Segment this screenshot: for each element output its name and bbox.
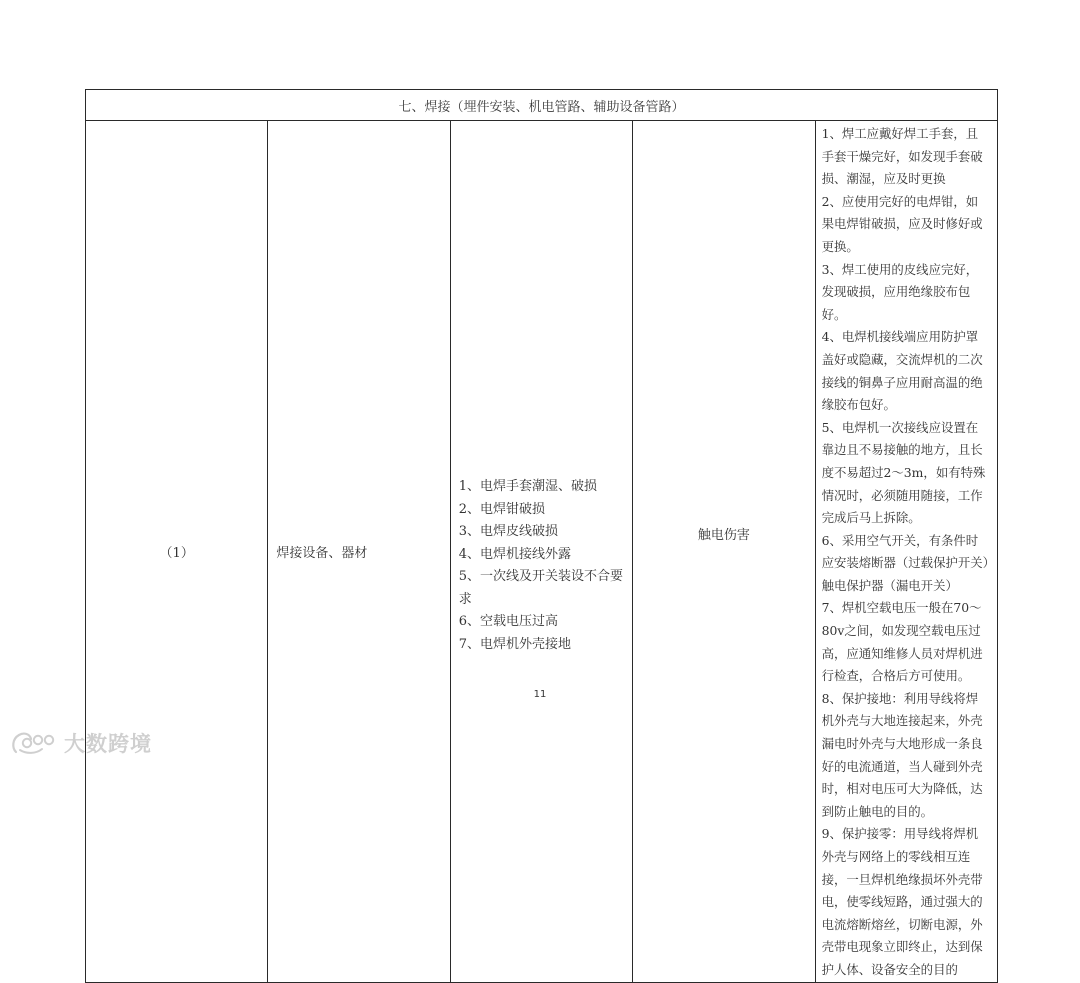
measure-item: 9、保护接零：用导线将焊机外壳与网络上的零线相互连接，一旦焊机绝缘损坏外壳带电，使零线短路，通过强大的电流熔断熔丝，切断电源，外壳带电现象立即终止，达到保护人体、设备安全的目的 xyxy=(821,826,983,977)
measure-item: 7、焊机空载电压一般在70～80v之间，如发现空载电压过高，应通知维修人员对焊机进行检查，合格后方可使用。 xyxy=(821,600,983,684)
measure-item: 3、焊工使用的皮线应完好，发现破损，应用绝缘胶布包好。 xyxy=(821,261,979,322)
measure-item: 2、应使用完好的电焊钳，如果电焊钳破损，应及时修好或更换。 xyxy=(821,193,983,254)
safety-measures-table xyxy=(85,89,998,983)
cause-item: 6、空载电压过高 xyxy=(458,614,559,630)
table-row xyxy=(86,121,998,983)
measure-item: 8、保护接地：利用导线将焊机外壳与大地连接起来，外壳漏电时外壳与大地形成一条良好的电流通道，当人碰到外壳时，相对电压可大为降低，达到防止触电的目的。 xyxy=(821,690,983,819)
cause-item: 3、电焊皮线破损 xyxy=(458,524,559,540)
brand-logo-icon xyxy=(10,730,60,756)
row-item-name: 焊接设备、器材 xyxy=(268,121,450,983)
measure-item: 1、焊工应戴好焊工手套，且手套干燥完好，如发现手套破损、潮湿，应及时更换 xyxy=(821,126,983,187)
cause-item: 2、电焊钳破损 xyxy=(458,501,546,517)
hazard-causes-list xyxy=(451,446,632,657)
hazard-causes-cell xyxy=(450,121,632,983)
section-header: 七、焊接（埋件安装、机电管路、辅助设备管路） xyxy=(86,90,998,121)
measure-item: 6、采用空气开关，有条件时应安装熔断器（过载保护开关）触电保护器（漏电开关） xyxy=(821,532,989,593)
cause-item: 1、电焊手套潮湿、破损 xyxy=(458,478,598,494)
watermark-text: 大数跨境 xyxy=(64,732,152,756)
row-number: （1） xyxy=(86,121,268,983)
measure-item: 5、电焊机一次接线应设置在靠边且不易接触的地方，且长度不易超过2～3m，如有特殊情况时，必须随用随接，工作完成后马上拆除。 xyxy=(821,419,986,526)
measure-item: 4、电焊机接线端应用防护罩盖好或隐藏，交流焊机的二次接线的铜鼻子应用耐高温的绝缘胶布包好。 xyxy=(821,329,983,413)
cause-item: 4、电焊机接线外露 xyxy=(458,546,572,562)
cause-item: 5、一次线及开关装设不合要求 xyxy=(458,569,624,607)
cause-item: 7、电焊机外壳接地 xyxy=(458,637,572,653)
control-measures-cell xyxy=(815,121,997,983)
risk-type: 触电伤害 xyxy=(633,121,815,983)
watermark xyxy=(10,730,152,756)
control-measures-list xyxy=(822,123,989,982)
page-number: 11 xyxy=(533,689,547,700)
